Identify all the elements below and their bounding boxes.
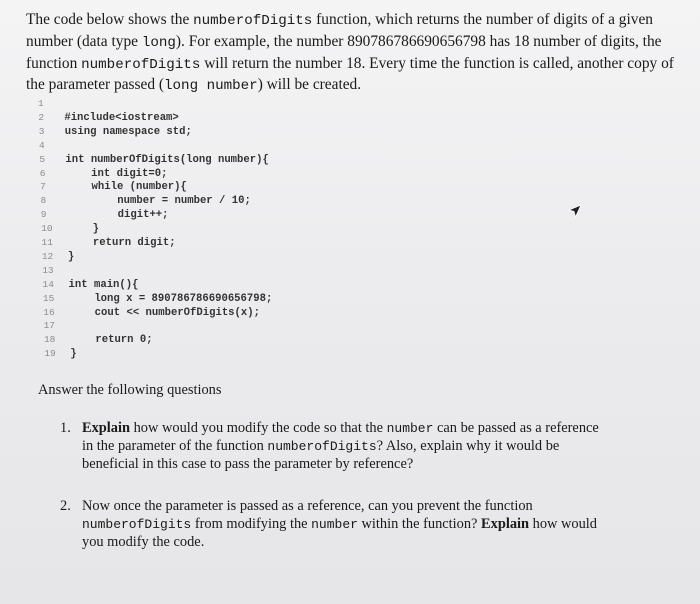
- code-text: cout << numberOfDigits(x);: [69, 306, 260, 319]
- code-text: digit++;: [66, 209, 169, 222]
- code-text: return digit;: [67, 237, 176, 249]
- intro-paragraph: [26, 10, 676, 97]
- bold-keyword: Explain: [82, 420, 130, 436]
- line-number: 14: [42, 278, 54, 290]
- line-number: 3: [38, 125, 45, 137]
- inline-code: numberofDigits: [82, 516, 192, 532]
- line-number: 4: [39, 139, 45, 151]
- code-text: number = number / 10;: [66, 195, 251, 208]
- code-text: #include<iostream>: [64, 111, 179, 124]
- code-text: int digit=0;: [65, 167, 168, 180]
- code-line: [40, 195, 250, 209]
- line-number: 12: [41, 250, 54, 262]
- line-number: 8: [40, 195, 47, 207]
- question-number: 2.: [60, 498, 71, 514]
- function-name: numberofDigits: [81, 56, 201, 73]
- question-text: ? Also, explain why it would be beneficial in this case to pass the parameter by reference?: [82, 437, 560, 472]
- code-line: [44, 334, 153, 348]
- line-number: 18: [43, 334, 56, 346]
- code-line: [40, 168, 168, 182]
- line-number: 10: [41, 223, 53, 235]
- question-text: can be passed as a reference in the parameter of the function: [82, 420, 599, 454]
- line-number: 2: [38, 111, 45, 123]
- line-number: 7: [40, 181, 46, 193]
- code-line: [38, 112, 178, 126]
- code-text: }: [70, 348, 77, 361]
- code-line: [39, 154, 268, 168]
- function-name: numberofDigits: [193, 13, 313, 29]
- inline-code: number: [311, 516, 358, 532]
- code-text: int main(){: [68, 278, 139, 291]
- code-line: [43, 279, 139, 293]
- code-line: [39, 140, 65, 154]
- code-line: [42, 265, 68, 279]
- intro-text-2: function, which returns the number of digits of a given number (data type: [26, 11, 653, 50]
- code-text: while (number){: [66, 181, 187, 194]
- code-line: [42, 237, 176, 251]
- code-line: [40, 181, 187, 195]
- line-number: 1: [38, 98, 44, 109]
- question-text: how would you modify the code.: [82, 515, 597, 550]
- question-number: 1.: [60, 420, 71, 436]
- code-line: [44, 320, 70, 334]
- question-text: within the function?: [357, 515, 482, 532]
- code-text: return 0;: [69, 334, 153, 347]
- code-text: int numberOfDigits(long number){: [65, 153, 269, 166]
- questions-heading: Answer the following questions: [38, 382, 222, 398]
- question-2: [60, 498, 602, 551]
- mouse-cursor-icon: [568, 204, 582, 223]
- inline-code: numberofDigits: [267, 438, 377, 454]
- type-name: long: [141, 34, 176, 51]
- line-number: 11: [41, 237, 53, 248]
- code-line: [44, 348, 76, 362]
- code-line: [43, 293, 272, 307]
- intro-text-1: The code below shows the: [26, 11, 194, 28]
- line-number: 17: [43, 320, 55, 332]
- code-text: }: [67, 250, 75, 263]
- line-number: 6: [39, 167, 46, 179]
- code-line: [39, 126, 192, 140]
- code-text: using namespace std;: [64, 125, 192, 138]
- intro-text-3: ). For example, the number 890786786690656798 has 18 number of digits, the function: [26, 32, 662, 72]
- code-line: [43, 307, 260, 321]
- code-line: [38, 98, 64, 112]
- intro-text-5: ) will be created.: [257, 76, 362, 94]
- code-line: [42, 251, 74, 265]
- line-number: 9: [40, 209, 47, 221]
- bold-keyword: Explain: [481, 515, 530, 532]
- code-text: }: [67, 223, 99, 236]
- code-line: [41, 209, 169, 223]
- intro-text-4: will return the number 18. Every time the function is called, another copy of the parameter passed (: [26, 54, 674, 94]
- line-number: 19: [44, 348, 56, 360]
- parameter-name: long number: [164, 78, 258, 95]
- line-number: 5: [39, 153, 46, 165]
- question-1: [60, 420, 602, 473]
- question-text: how would you modify the code so that the: [130, 420, 387, 436]
- code-line: [41, 223, 99, 237]
- inline-code: number: [386, 421, 434, 436]
- code-text: long x = 890786786690656798;: [68, 292, 273, 305]
- line-number: 15: [42, 292, 55, 304]
- line-number: 13: [42, 264, 54, 276]
- line-number: 16: [43, 306, 55, 318]
- question-text: from modifying the: [191, 515, 312, 532]
- question-text: Now once the parameter is passed as a reference, can you prevent the function: [82, 498, 533, 514]
